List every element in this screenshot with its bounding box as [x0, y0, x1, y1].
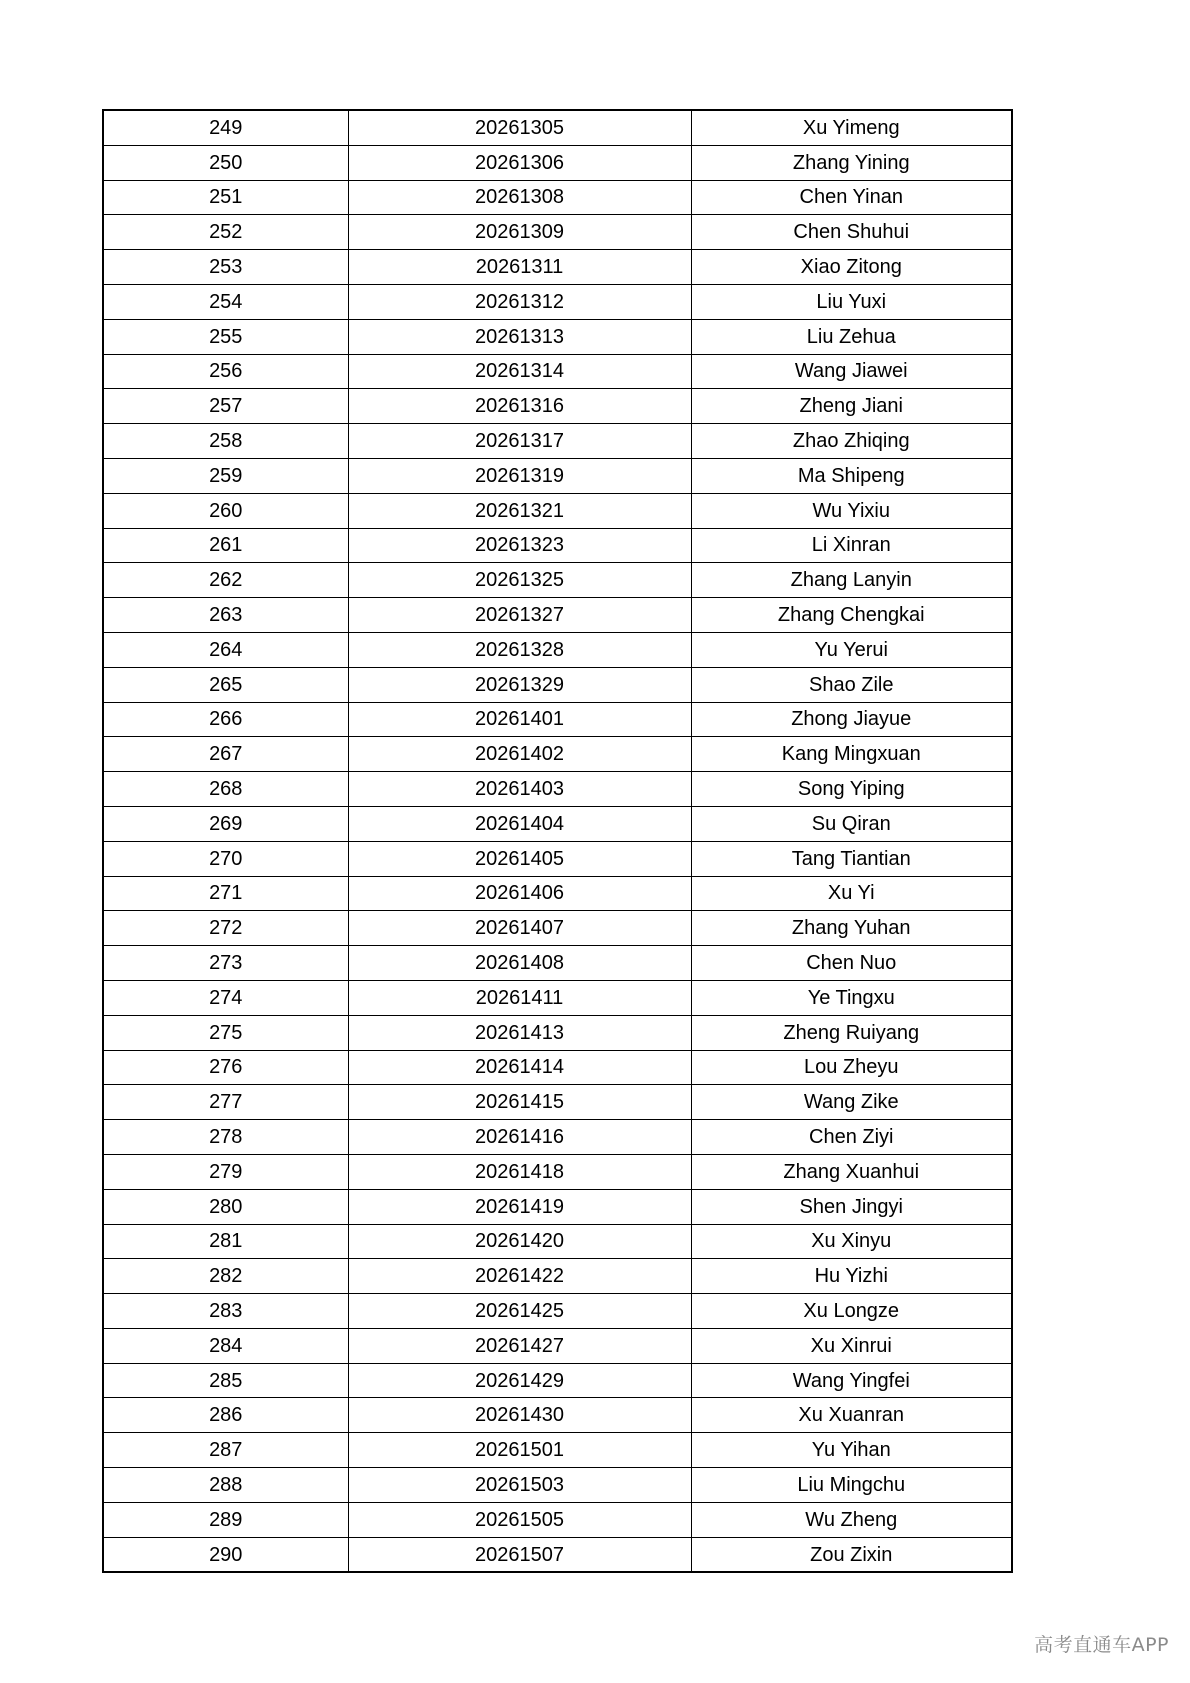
student-name-cell: Xu Longze [691, 1294, 1012, 1329]
row-number-cell: 259 [103, 458, 348, 493]
student-id-cell: 20261325 [348, 563, 691, 598]
row-number-cell: 273 [103, 946, 348, 981]
row-number-cell: 271 [103, 876, 348, 911]
student-id-cell: 20261311 [348, 250, 691, 285]
row-number-cell: 290 [103, 1537, 348, 1572]
row-number-cell: 252 [103, 215, 348, 250]
row-number-cell: 260 [103, 493, 348, 528]
watermark-text: 高考直通车APP [1034, 1634, 1169, 1656]
table-row [103, 1120, 1012, 1155]
row-number-cell: 267 [103, 737, 348, 772]
student-name-cell: Zheng Jiani [691, 389, 1012, 424]
table-row [103, 424, 1012, 459]
table-row [103, 598, 1012, 633]
student-id-cell: 20261319 [348, 458, 691, 493]
table-row [103, 667, 1012, 702]
student-name-cell: Shao Zile [691, 667, 1012, 702]
student-name-cell: Zheng Ruiyang [691, 1015, 1012, 1050]
student-id-cell: 20261323 [348, 528, 691, 563]
student-name-cell: Zhang Yuhan [691, 911, 1012, 946]
student-name-cell: Shen Jingyi [691, 1189, 1012, 1224]
student-name-cell: Chen Nuo [691, 946, 1012, 981]
student-name-cell: Wu Zheng [691, 1502, 1012, 1537]
student-id-cell: 20261405 [348, 841, 691, 876]
student-name-cell: Chen Ziyi [691, 1120, 1012, 1155]
table-row [103, 772, 1012, 807]
student-name-cell: Zhang Lanyin [691, 563, 1012, 598]
table-row [103, 1050, 1012, 1085]
row-number-cell: 269 [103, 806, 348, 841]
row-number-cell: 276 [103, 1050, 348, 1085]
student-id-cell: 20261407 [348, 911, 691, 946]
row-number-cell: 286 [103, 1398, 348, 1433]
student-id-cell: 20261420 [348, 1224, 691, 1259]
student-name-cell: Xu Xuanran [691, 1398, 1012, 1433]
row-number-cell: 287 [103, 1433, 348, 1468]
student-name-cell: Zhang Yining [691, 145, 1012, 180]
student-id-cell: 20261422 [348, 1259, 691, 1294]
table-row [103, 284, 1012, 319]
row-number-cell: 265 [103, 667, 348, 702]
row-number-cell: 262 [103, 563, 348, 598]
student-id-cell: 20261313 [348, 319, 691, 354]
row-number-cell: 249 [103, 110, 348, 145]
student-name-cell: Liu Mingchu [691, 1468, 1012, 1503]
student-name-cell: Chen Shuhui [691, 215, 1012, 250]
student-id-cell: 20261505 [348, 1502, 691, 1537]
student-id-cell: 20261419 [348, 1189, 691, 1224]
student-id-cell: 20261411 [348, 980, 691, 1015]
student-id-cell: 20261328 [348, 632, 691, 667]
table-row [103, 737, 1012, 772]
student-id-cell: 20261413 [348, 1015, 691, 1050]
student-id-cell: 20261418 [348, 1154, 691, 1189]
row-number-cell: 279 [103, 1154, 348, 1189]
student-id-cell: 20261408 [348, 946, 691, 981]
row-number-cell: 251 [103, 180, 348, 215]
table-row [103, 876, 1012, 911]
row-number-cell: 280 [103, 1189, 348, 1224]
student-name-cell: Wang Zike [691, 1085, 1012, 1120]
student-id-cell: 20261305 [348, 110, 691, 145]
student-name-cell: Wu Yixiu [691, 493, 1012, 528]
row-number-cell: 289 [103, 1502, 348, 1537]
student-name-cell: Zhang Chengkai [691, 598, 1012, 633]
student-id-cell: 20261401 [348, 702, 691, 737]
student-name-cell: Yu Yihan [691, 1433, 1012, 1468]
student-name-cell: Ye Tingxu [691, 980, 1012, 1015]
row-number-cell: 282 [103, 1259, 348, 1294]
table-row [103, 563, 1012, 598]
table-row [103, 110, 1012, 145]
table-row [103, 1085, 1012, 1120]
row-number-cell: 250 [103, 145, 348, 180]
row-number-cell: 264 [103, 632, 348, 667]
student-name-cell: Song Yiping [691, 772, 1012, 807]
table-row [103, 319, 1012, 354]
table-row [103, 250, 1012, 285]
student-name-cell: Liu Yuxi [691, 284, 1012, 319]
table-row [103, 1294, 1012, 1329]
student-name-cell: Li Xinran [691, 528, 1012, 563]
student-name-cell: Chen Yinan [691, 180, 1012, 215]
student-id-cell: 20261425 [348, 1294, 691, 1329]
row-number-cell: 278 [103, 1120, 348, 1155]
table-row [103, 1328, 1012, 1363]
student-id-cell: 20261309 [348, 215, 691, 250]
table-row [103, 806, 1012, 841]
student-name-cell: Zou Zixin [691, 1537, 1012, 1572]
student-name-cell: Xu Yi [691, 876, 1012, 911]
roster-table-body [103, 110, 1012, 1572]
student-id-cell: 20261406 [348, 876, 691, 911]
table-row [103, 528, 1012, 563]
student-id-cell: 20261308 [348, 180, 691, 215]
table-row [103, 1468, 1012, 1503]
student-name-cell: Xu Xinyu [691, 1224, 1012, 1259]
table-row [103, 389, 1012, 424]
student-id-cell: 20261312 [348, 284, 691, 319]
table-row [103, 215, 1012, 250]
table-row [103, 980, 1012, 1015]
row-number-cell: 257 [103, 389, 348, 424]
student-id-cell: 20261317 [348, 424, 691, 459]
row-number-cell: 277 [103, 1085, 348, 1120]
student-name-cell: Su Qiran [691, 806, 1012, 841]
student-roster-table [102, 109, 1013, 1573]
student-id-cell: 20261501 [348, 1433, 691, 1468]
student-name-cell: Ma Shipeng [691, 458, 1012, 493]
table-row [103, 632, 1012, 667]
student-name-cell: Tang Tiantian [691, 841, 1012, 876]
student-name-cell: Xu Yimeng [691, 110, 1012, 145]
row-number-cell: 255 [103, 319, 348, 354]
student-id-cell: 20261503 [348, 1468, 691, 1503]
student-id-cell: 20261427 [348, 1328, 691, 1363]
table-row [103, 1015, 1012, 1050]
student-name-cell: Wang Jiawei [691, 354, 1012, 389]
student-id-cell: 20261402 [348, 737, 691, 772]
table-row [103, 911, 1012, 946]
student-id-cell: 20261416 [348, 1120, 691, 1155]
row-number-cell: 256 [103, 354, 348, 389]
row-number-cell: 274 [103, 980, 348, 1015]
student-name-cell: Xu Xinrui [691, 1328, 1012, 1363]
student-name-cell: Zhang Xuanhui [691, 1154, 1012, 1189]
student-id-cell: 20261306 [348, 145, 691, 180]
table-row [103, 841, 1012, 876]
row-number-cell: 254 [103, 284, 348, 319]
table-row [103, 1363, 1012, 1398]
student-id-cell: 20261329 [348, 667, 691, 702]
table-row [103, 1502, 1012, 1537]
row-number-cell: 263 [103, 598, 348, 633]
student-name-cell: Wang Yingfei [691, 1363, 1012, 1398]
table-row [103, 1154, 1012, 1189]
row-number-cell: 272 [103, 911, 348, 946]
student-name-cell: Zhong Jiayue [691, 702, 1012, 737]
student-id-cell: 20261404 [348, 806, 691, 841]
row-number-cell: 283 [103, 1294, 348, 1329]
row-number-cell: 258 [103, 424, 348, 459]
table-row [103, 1537, 1012, 1572]
student-name-cell: Zhao Zhiqing [691, 424, 1012, 459]
table-row [103, 354, 1012, 389]
student-id-cell: 20261327 [348, 598, 691, 633]
row-number-cell: 270 [103, 841, 348, 876]
table-row [103, 1398, 1012, 1433]
table-row [103, 702, 1012, 737]
row-number-cell: 268 [103, 772, 348, 807]
student-id-cell: 20261429 [348, 1363, 691, 1398]
row-number-cell: 281 [103, 1224, 348, 1259]
student-id-cell: 20261316 [348, 389, 691, 424]
student-id-cell: 20261403 [348, 772, 691, 807]
student-id-cell: 20261314 [348, 354, 691, 389]
table-row [103, 180, 1012, 215]
student-name-cell: Hu Yizhi [691, 1259, 1012, 1294]
student-id-cell: 20261414 [348, 1050, 691, 1085]
row-number-cell: 275 [103, 1015, 348, 1050]
table-row [103, 1433, 1012, 1468]
row-number-cell: 288 [103, 1468, 348, 1503]
student-name-cell: Xiao Zitong [691, 250, 1012, 285]
student-name-cell: Liu Zehua [691, 319, 1012, 354]
row-number-cell: 266 [103, 702, 348, 737]
table-row [103, 946, 1012, 981]
table-row [103, 1224, 1012, 1259]
table-row [103, 493, 1012, 528]
student-name-cell: Kang Mingxuan [691, 737, 1012, 772]
student-id-cell: 20261430 [348, 1398, 691, 1433]
student-name-cell: Yu Yerui [691, 632, 1012, 667]
row-number-cell: 261 [103, 528, 348, 563]
row-number-cell: 285 [103, 1363, 348, 1398]
student-id-cell: 20261507 [348, 1537, 691, 1572]
student-id-cell: 20261321 [348, 493, 691, 528]
student-id-cell: 20261415 [348, 1085, 691, 1120]
table-row [103, 1189, 1012, 1224]
table-row [103, 1259, 1012, 1294]
student-name-cell: Lou Zheyu [691, 1050, 1012, 1085]
table-row [103, 145, 1012, 180]
table-row [103, 458, 1012, 493]
row-number-cell: 253 [103, 250, 348, 285]
row-number-cell: 284 [103, 1328, 348, 1363]
